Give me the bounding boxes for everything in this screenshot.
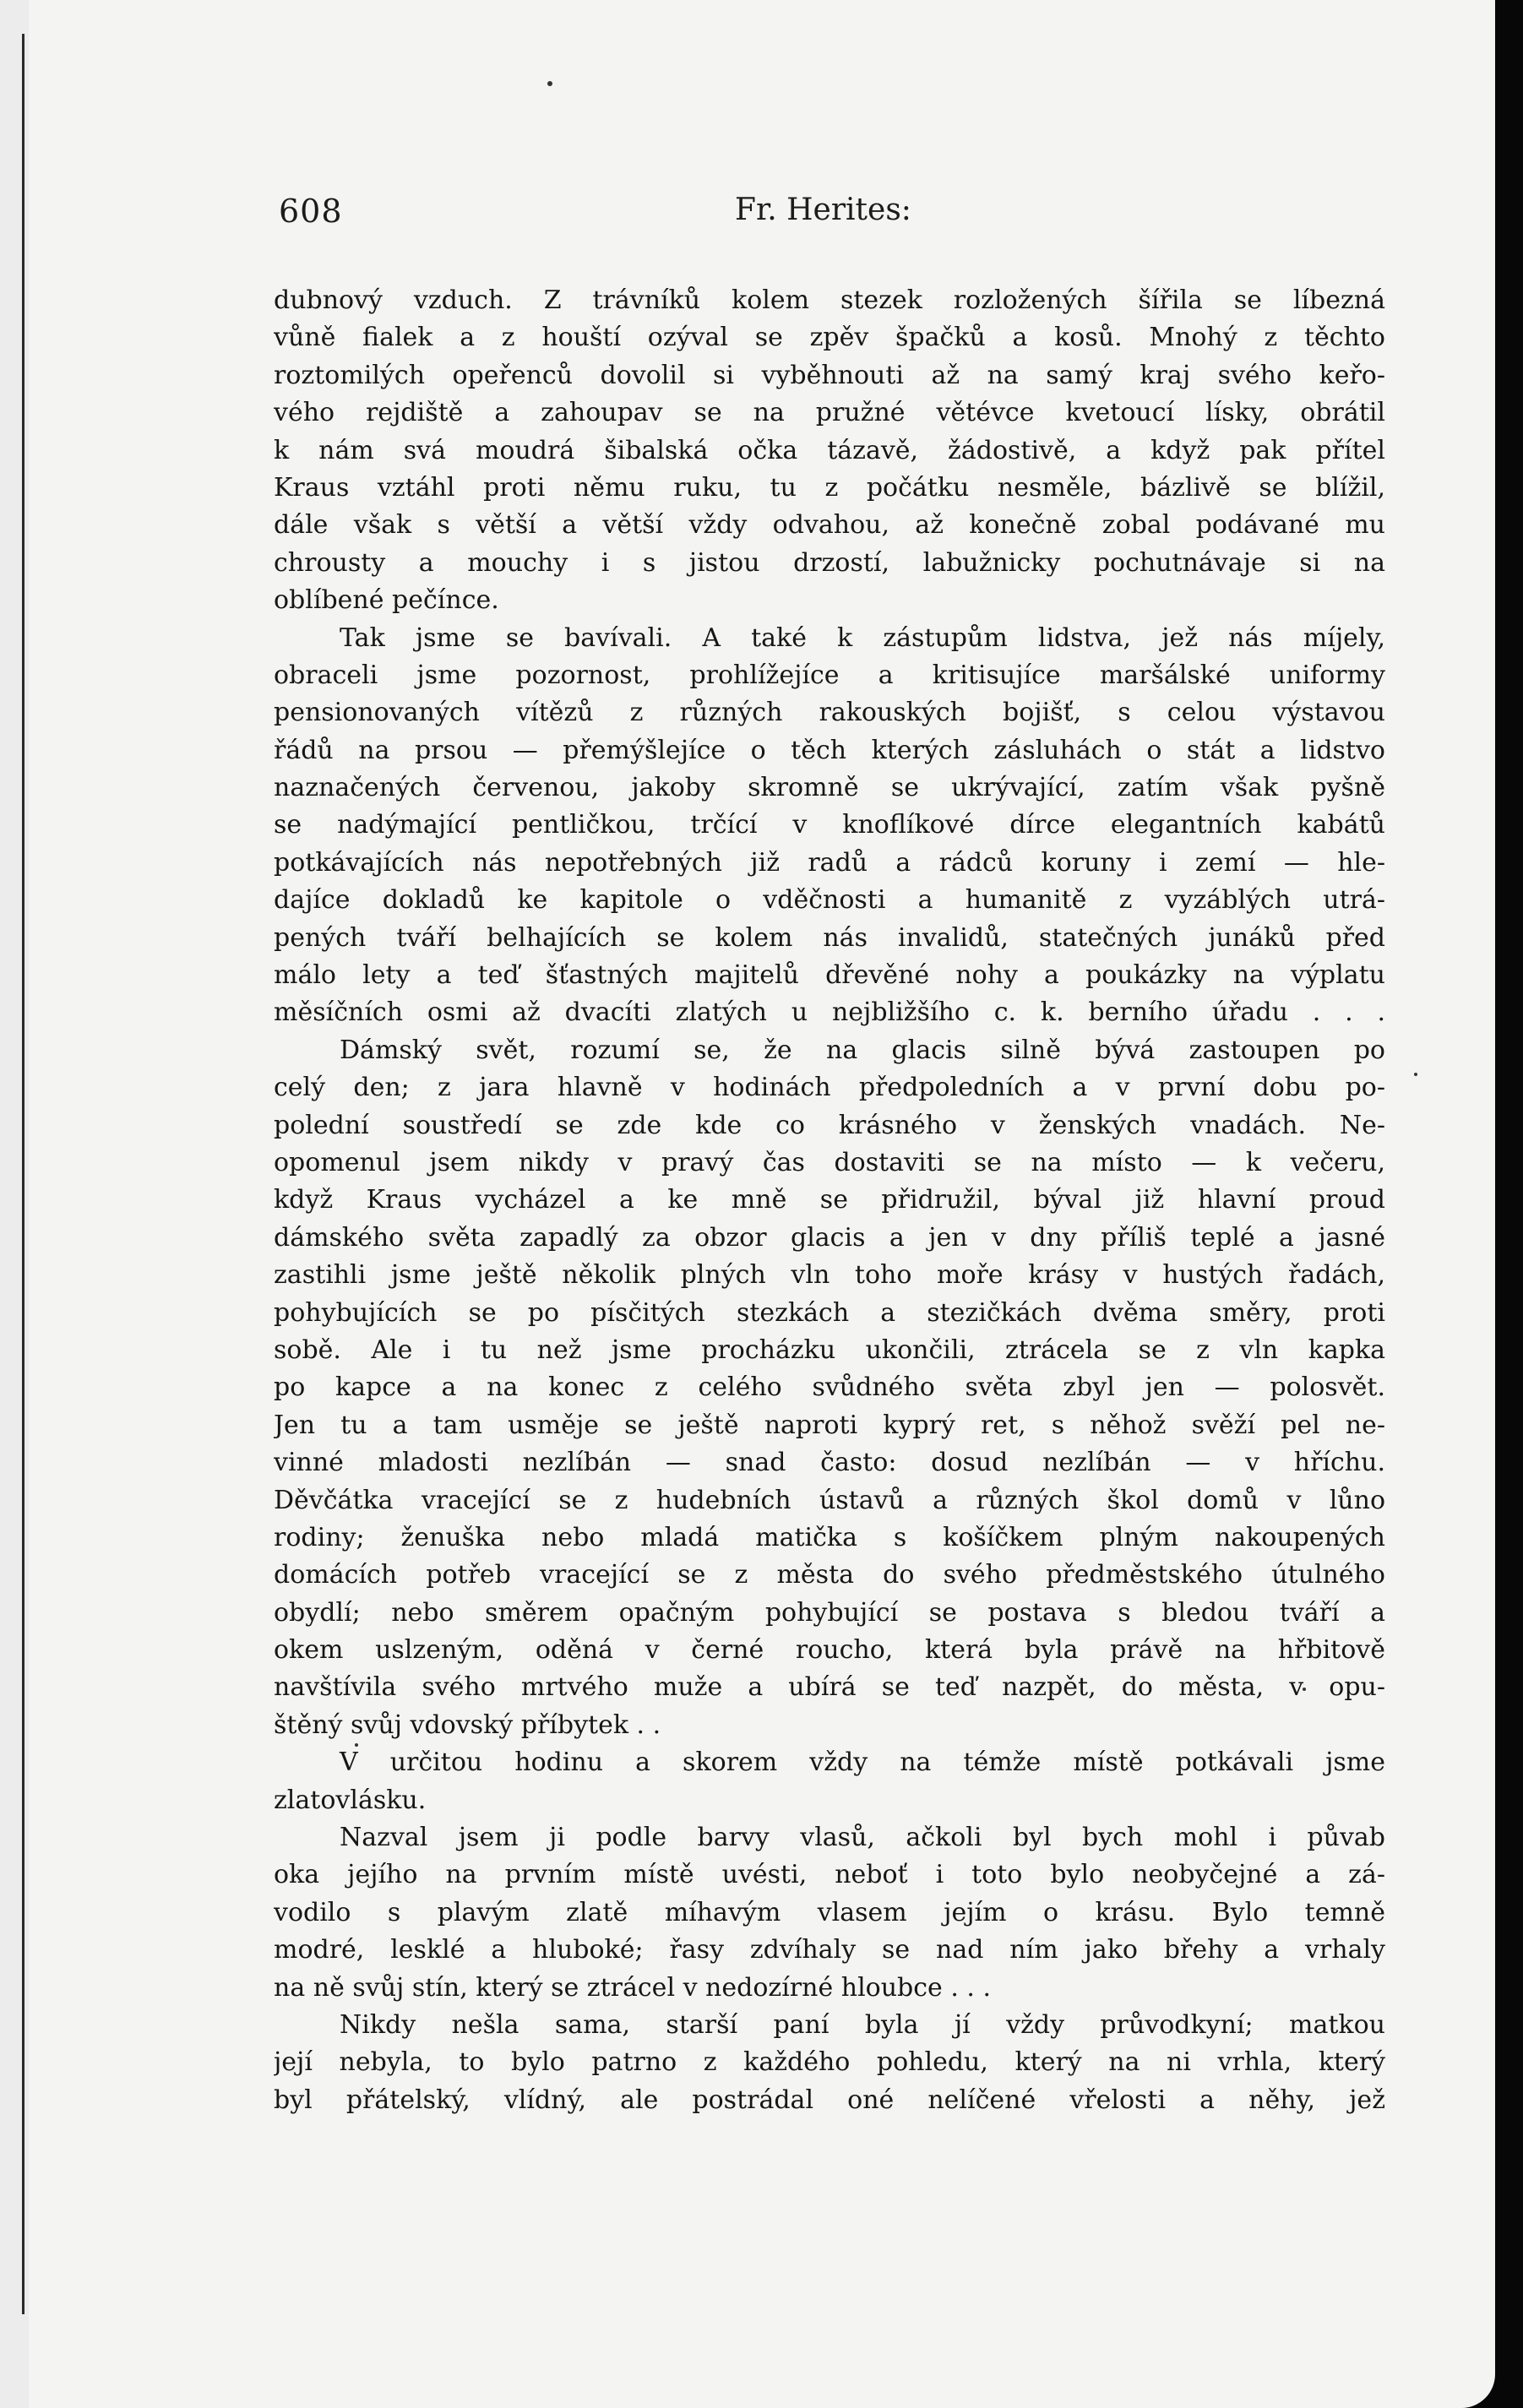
scan-speck (1414, 1073, 1417, 1076)
text-line: roztomilých opeřenců dovolil si vyběhnouti až na samý kraj svého keřo- (274, 360, 1385, 390)
text-line: okem uslzeným, oděná v černé roucho, která byla právě na hřbitově (274, 1635, 1385, 1666)
text-line: celý den; z jara hlavně v hodinách předpoledních a v první dobu po- (274, 1073, 1385, 1103)
text-line: naznačených červenou, jakoby skromně se ukrývající, zatím však pyšně (274, 773, 1385, 803)
text-line: rodiny; ženuška nebo mladá matička s košíčkem plným nakoupených (274, 1522, 1385, 1552)
text-line: modré, lesklé a hluboké; řasy zdvíhaly se nad ním jako břehy a vrhaly (274, 1935, 1385, 1965)
text-line: Dámský svět, rozumí se, že na glacis silně bývá zastoupen po (340, 1035, 1385, 1065)
text-line: zastihli jsme ještě několik plných vln toho moře krásy v hustých řadách, (274, 1260, 1385, 1291)
text-line: řádů na prsou — přemýšlejíce o těch kterých zásluhách o stát a lidstvo (274, 735, 1385, 765)
text-line: vého rejdiště a zahoupav se na pružné větévce kvetoucí lísky, obrátil (274, 398, 1385, 428)
text-line: pených tváří belhajících se kolem nás invalidů, statečných junáků před (274, 922, 1385, 953)
text-line: domácích potřeb vracející se z města do svého předměstského útulného (274, 1560, 1385, 1590)
text-line: Nazval jsem ji podle barvy vlasů, ačkoli byl bych mohl i půvab (340, 1823, 1385, 1853)
book-page (29, 0, 1495, 2408)
text-line: měsíčních osmi až dvacíti zlatých u nejbližšího c. k. berního úřadu . . . (274, 997, 1385, 1028)
text-line: vinné mladosti nezlíbán — snad často: dosud nezlíbán — v hříchu. (274, 1448, 1385, 1478)
text-line: málo lety a teď šťastných majitelů dřevěné nohy a poukázky na výplatu (274, 960, 1385, 991)
text-line: sobě. Ale i tu než jsme procházku ukončili, ztrácela se z vln kapka (274, 1334, 1385, 1365)
text-line: opomenul jsem nikdy v pravý čas dostaviti se na místo — k večeru, (274, 1147, 1385, 1177)
text-line: dále však s větší a větší vždy odvahou, až konečně zobal podávané mu (274, 510, 1385, 541)
text-line: Kraus vztáhl proti němu ruku, tu z počátku nesměle, bázlivě se blížil, (274, 472, 1385, 503)
text-line: zlatovlásku. (274, 1785, 427, 1815)
text-line: dajíce dokladů ke kapitole o vděčnosti a humanitě z vyzáblých utrá- (274, 885, 1385, 916)
text-line: po kapce a na konec z celého svůdného světa zbyl jen — polosvět. (274, 1373, 1385, 1403)
text-line: oka jejího na prvním místě uvésti, neboť i toto bylo neobyčejné a zá- (274, 1860, 1385, 1890)
text-line: pohybujících se po písčitých stezkách a stezičkách dvěma směry, proti (274, 1297, 1385, 1328)
page-header (279, 193, 1377, 243)
text-line: vůně fialek a z houští ozýval se zpěv špačků a kosů. Mnohý z těchto (274, 323, 1385, 353)
page-number: 608 (279, 193, 343, 230)
scan-left-margin (0, 0, 29, 2408)
text-line: k nám svá moudrá šibalská očka tázavě, žádostivě, a když pak přítel (274, 435, 1385, 465)
text-line: Jen tu a tam usměje se ještě naproti kyprý ret, s něhož svěží pel ne- (274, 1410, 1385, 1440)
text-line: Děvčátka vracející se z hudebních ústavů a různých škol domů v lůno (274, 1485, 1385, 1515)
text-line: oblíbené pečínce. (274, 585, 499, 616)
text-line: vodilo s plavým zlatě míhavým vlasem jejím o krásu. Bylo temně (274, 1897, 1385, 1927)
text-line: na ně svůj stín, který se ztrácel v nedozírné hloubce . . . (274, 1972, 992, 2003)
text-line: Tak jsme se bavívali. A také k zástupům lidstva, jež nás míjely, (340, 622, 1385, 653)
text-line: polední soustředí se zde kde co krásného v ženských vnadách. Ne- (274, 1110, 1385, 1140)
text-line: V určitou hodinu a skorem vždy na témže místě potkávali jsme (340, 1748, 1385, 1778)
body-text (274, 282, 1385, 2119)
scan-speck (547, 81, 552, 86)
text-line: obydlí; nebo směrem opačným pohybující se postava s bledou tváří a (274, 1597, 1385, 1628)
text-line: pensionovaných vítězů z různých rakouských bojišť, s celou výstavou (274, 698, 1385, 728)
text-line: když Kraus vycházel a ke mně se přidružil, býval již hlavní proud (274, 1185, 1385, 1215)
text-line: štěný svůj vdovský příbytek . . (274, 1710, 661, 1740)
running-head: Fr. Herites: (735, 193, 911, 227)
text-line: potkávajících nás nepotřebných již radů a rádců koruny i zemí — hle- (274, 847, 1385, 878)
text-line: obraceli jsme pozornost, prohlížejíce a kritisujíce maršálské uniformy (274, 660, 1385, 690)
text-line: chrousty a mouchy i s jistou drzostí, labužnicky pochutnávaje si na (274, 547, 1385, 578)
text-line: byl přátelský, vlídný, ale postrádal oné nelíčené vřelosti a něhy, jež (274, 2085, 1385, 2115)
text-line: její nebyla, to bylo patrno z každého pohledu, který na ni vrhla, který (274, 2047, 1385, 2078)
text-line: dubnový vzduch. Z trávníků kolem stezek rozložených šířila se líbezná (274, 285, 1385, 315)
text-line: dámského světa zapadlý za obzor glacis a jen v dny příliš teplé a jasné (274, 1222, 1385, 1253)
text-line: Nikdy nešla sama, starší paní byla jí vždy průvodkyní; matkou (340, 2009, 1385, 2040)
text-line: navštívila svého mrtvého muže a ubírá se teď nazpět, do města, v opu- (274, 1672, 1385, 1703)
text-line: se nadýmající pentličkou, trčící v knoflíkové dírce elegantních kabátů (274, 810, 1385, 840)
scan-binding-edge (22, 34, 24, 2314)
